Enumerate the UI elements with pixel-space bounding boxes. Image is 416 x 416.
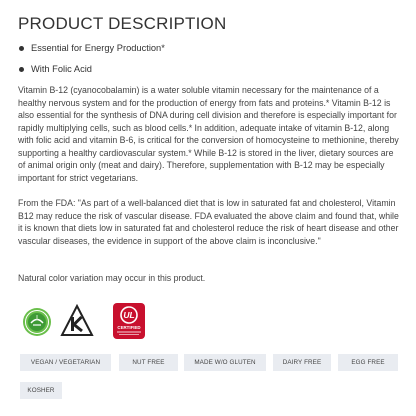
bullet-dot-icon — [19, 67, 24, 72]
tag-egg-free[interactable]: EGG FREE — [338, 354, 398, 371]
tag-dairy-free[interactable]: DAIRY FREE — [273, 354, 331, 371]
feature-item-text: Essential for Energy Production* — [31, 43, 165, 53]
svg-text:UL: UL — [123, 310, 135, 321]
color-variation-note: Natural color variation may occur in this product. — [18, 273, 206, 283]
tag-vegan-vegetarian[interactable]: VEGAN / VEGETARIAN — [20, 354, 111, 371]
ul-certified-icon — [111, 302, 147, 340]
feature-item-text: With Folic Acid — [31, 64, 92, 74]
certification-badges — [18, 302, 141, 342]
gluten-free-seal-icon — [22, 307, 52, 337]
section-title: PRODUCT DESCRIPTION — [18, 14, 227, 33]
description-paragraph: Vitamin B-12 (cyanocobalamin) is a water soluble vitamin necessary for the maintenance of a healthy nervous system and for the production of energy from fats and proteins.* Vitamin B-12 is also essential for the synthesis of DNA during cell division and therefore is especially important for rapidly multiplying cells, such as blood cells.* In addition, adequate intake of vitamin B-12, along with folic acid and vitamin B-6, is critical for the conversion of homocysteine to methionine, thereby supporting a healthy cardiovascular system.* While B-12 is stored in the liver, dietary sources are of animal origin only (meat and dairy). Therefore, supplementation with B-12 may be especially important for strict vegetarians. — [18, 85, 399, 183]
fda-statement-paragraph: From the FDA: "As part of a well-balanced diet that is low in saturated fat and cholesterol, Vitamin B12 may reduce the risk of vascular disease. FDA evaluated the above claim and found that, while it is known that diets low in saturated fat and cholesterol reduce the risk of heart disease and other vascular diseases, the evidence in support of the above claim is inconclusive." — [18, 198, 399, 246]
feature-item — [18, 42, 398, 63]
ul-certified-text: CERTIFIED — [117, 325, 141, 330]
feature-list — [18, 42, 398, 84]
tag-nut-free[interactable]: NUT FREE — [119, 354, 178, 371]
feature-item — [18, 63, 398, 84]
tag-kosher[interactable]: KOSHER — [20, 382, 62, 399]
bullet-dot-icon — [19, 46, 24, 51]
tag-made-without-gluten[interactable]: MADE W/O GLUTEN — [184, 354, 266, 371]
kosher-k-icon — [60, 304, 94, 338]
